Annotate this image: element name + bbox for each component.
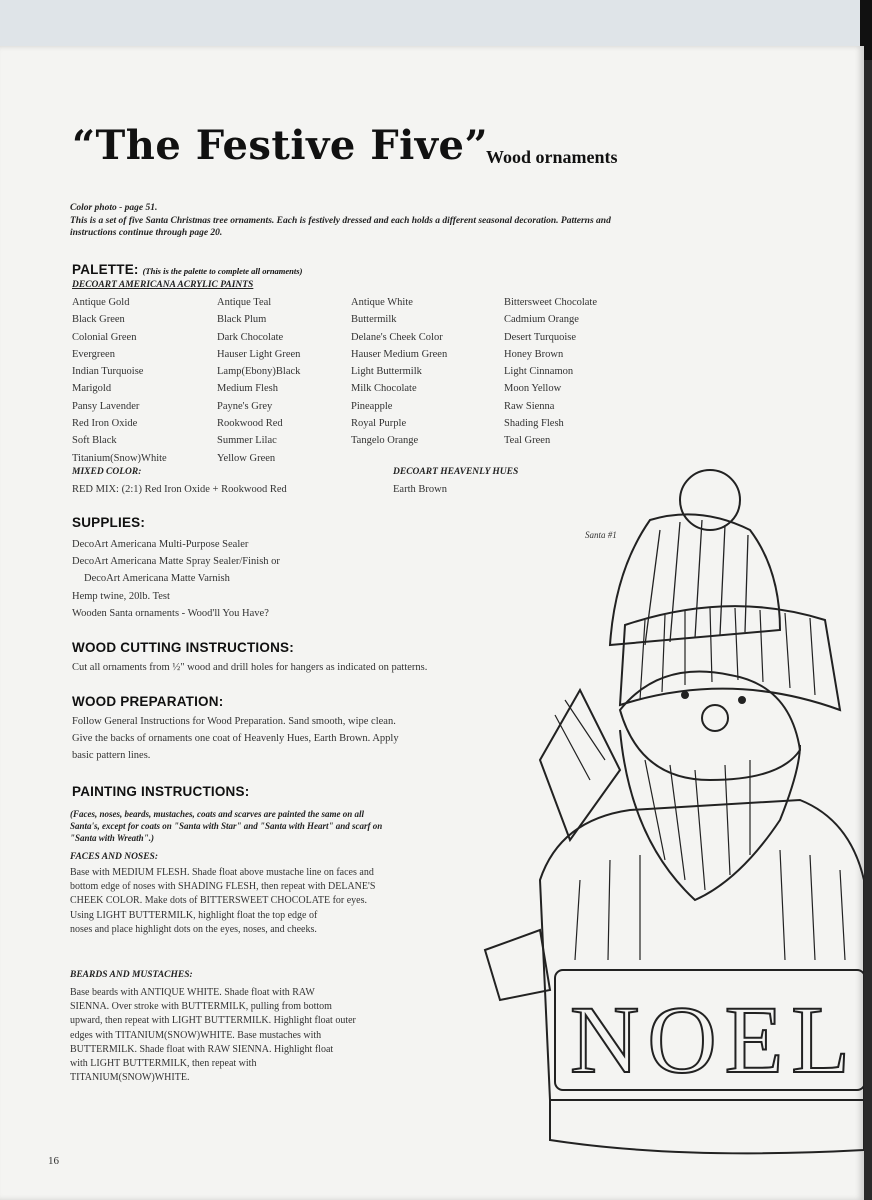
paint-name: Lamp(Ebony)Black [217,366,301,378]
hat-stripes [645,520,748,645]
mixed-color-value: RED MIX: (2:1) Red Iron Oxide + Rookwood Red [72,484,287,495]
supply-item: DecoArt Americana Matte Spray Sealer/Finish or [72,556,280,568]
faces-text [70,866,530,937]
paint-name: Red Iron Oxide [72,418,138,430]
wood-prep-heading: WOOD PREPARATION: [72,694,224,709]
paint-name: Teal Green [504,435,551,447]
beards-line: upward, then repeat with LIGHT BUTTERMILK. Highlight float outer [70,1015,356,1027]
supplies-list [72,536,280,622]
nose-shape [702,705,728,731]
paint-name: Antique Gold [72,297,130,308]
supply-item: Hemp twine, 20lb. Test [72,590,170,602]
wood-cutting-heading: WOOD CUTTING INSTRUCTIONS: [72,640,294,655]
beards-line: TITANIUM(SNOW)WHITE. [70,1072,190,1084]
beards-line: edges with TITANIUM(SNOW)WHITE. Base mustaches with [70,1029,322,1041]
paint-name: Milk Chocolate [351,383,417,395]
santa-illustration [480,460,864,1160]
paint-name: Pansy Lavender [72,400,140,412]
beards-line: BUTTERMILK. Shade float with RAW SIENNA. Highlight float [70,1043,334,1055]
paint-name: Indian Turquoise [72,366,144,378]
faces-label: FACES AND NOSES: [70,852,159,862]
paint-name: Payne's Grey [217,400,273,412]
heavenly-hues-value: Earth Brown [393,484,447,495]
heavenly-hues-label: DECOART HEAVENLY HUES [393,467,519,477]
paint-name: Moon Yellow [504,383,562,395]
wood-prep-line: Follow General Instructions for Wood Preparation. Sand smooth, wipe clean. [72,716,396,727]
paint-name: Hauser Medium Green [351,348,448,360]
paint-name: Light Buttermilk [351,366,422,378]
palette-heading-label: PALETTE: [72,262,139,277]
palette-column-3 [351,294,447,450]
hat-cuff-ribs [640,608,815,700]
beard-shape [620,730,800,900]
palette-column-1 [72,294,167,467]
painting-note-line: Santa's, except for coats on "Santa with Star" and "Santa with Heart" and scarf on [70,821,383,831]
wood-prep-text [72,713,399,765]
palette-column-4 [504,294,597,450]
ribbon-left [485,930,550,1000]
paint-name: Cadmium Orange [504,314,579,326]
faces-line: noses and place highlight dots on the eyes, noses, and cheeks. [70,923,317,935]
paint-name: Royal Purple [351,418,407,430]
paint-name: Hauser Light Green [217,348,301,360]
paint-name: Yellow Green [217,452,276,464]
scarf-end-shape [540,690,620,840]
paint-name: Medium Flesh [217,383,278,395]
paint-name: Soft Black [72,435,117,447]
base-shape [550,1100,864,1153]
scarf-stripes [555,700,605,780]
santa-label: Santa #1 [585,530,617,540]
paint-name: Marigold [72,383,112,395]
palette-note: (This is the palette to complete all ornaments) [142,266,303,276]
supply-item: Wooden Santa ornaments - Wood'll You Have? [72,607,269,619]
paint-name: Bittersweet Chocolate [504,297,598,308]
paint-name: Summer Lilac [217,435,277,447]
paint-name: Evergreen [72,348,115,360]
beards-text [70,986,530,1085]
intro-text [70,202,815,240]
face-shape [620,672,800,780]
eye-left-icon [682,692,688,698]
paint-name: Buttermilk [351,314,397,326]
palette-brand: DECOART AMERICANA ACRYLIC PAINTS [72,280,254,290]
palette-column-2 [217,294,300,467]
mixed-color-label: MIXED COLOR: [72,467,142,477]
paint-name: Desert Turquoise [504,331,577,343]
faces-line: CHEEK COLOR. Make dots of BITTERSWEET CHOCOLATE for eyes. [70,895,368,907]
supplies-heading: SUPPLIES: [72,515,146,530]
wood-prep-line: Give the backs of ornaments one coat of Heavenly Hues, Earth Brown. Apply [72,733,399,745]
wood-prep-line: basic pattern lines. [72,750,151,762]
page-number: 16 [48,1155,59,1167]
painting-note-line: (Faces, noses, beards, mustaches, coats and scarves are painted the same on all [70,809,364,819]
paint-name: Tangelo Orange [351,435,419,447]
beards-line: SIENNA. Over stroke with BUTTERMILK, pulling from bottom [70,1001,332,1013]
page-subtitle: Wood ornaments [486,147,618,167]
paint-name: Delane's Cheek Color [351,331,443,343]
hat-shape [610,514,780,645]
paint-name: Light Cinnamon [504,366,574,378]
intro-line: instructions continue through page 20. [70,228,223,238]
paint-name: Black Green [72,314,125,326]
scan-background [0,0,872,50]
painting-note-line: "Santa with Wreath".) [70,833,154,843]
beards-line: with LIGHT BUTTERMILK, then repeat with [70,1058,257,1070]
page-title: “The Festive Five” [72,122,488,169]
supply-item: DecoArt Americana Matte Varnish [84,573,230,585]
paint-name: Antique White [351,297,413,308]
paint-name: Honey Brown [504,348,564,360]
hat-cuff [620,606,840,710]
paint-name: Black Plum [217,314,267,326]
intro-line: This is a set of five Santa Christmas tree ornaments. Each is festively dressed and each holds a different seasonal decoration. Patterns and [70,215,611,226]
faces-line: bottom edge of noses with SHADING FLESH, then repeat with DELANE'S [70,881,376,893]
faces-line: Using LIGHT BUTTERMILK, highlight float the top edge of [70,909,318,921]
painting-heading: PAINTING INSTRUCTIONS: [72,784,250,799]
paint-name: Antique Teal [217,297,272,308]
intro-line: Color photo - page 51. [70,203,158,213]
paint-name: Rookwood Red [217,418,283,430]
paint-name: Dark Chocolate [217,331,284,343]
eye-right-icon [739,697,745,703]
faces-line: Base with MEDIUM FLESH. Shade float above mustache line on faces and [70,867,374,878]
painting-note [70,808,525,844]
paint-name: Pineapple [351,400,393,412]
noel-sign-text: NOEL [570,986,858,1093]
wood-cutting-text: Cut all ornaments from ½" wood and drill holes for hangers as indicated on patterns. [72,662,428,673]
paint-name: Raw Sienna [504,400,555,412]
coat-stripes [575,850,845,960]
paint-name: Colonial Green [72,331,137,343]
supply-item: DecoArt Americana Multi-Purpose Sealer [72,539,249,550]
paint-name: Shading Flesh [504,418,564,430]
paint-name: Titanium(Snow)White [72,452,167,464]
beards-line: Base beards with ANTIQUE WHITE. Shade float with RAW [70,987,315,998]
palette-heading [72,262,302,277]
beards-label: BEARDS AND MUSTACHES: [70,970,193,980]
